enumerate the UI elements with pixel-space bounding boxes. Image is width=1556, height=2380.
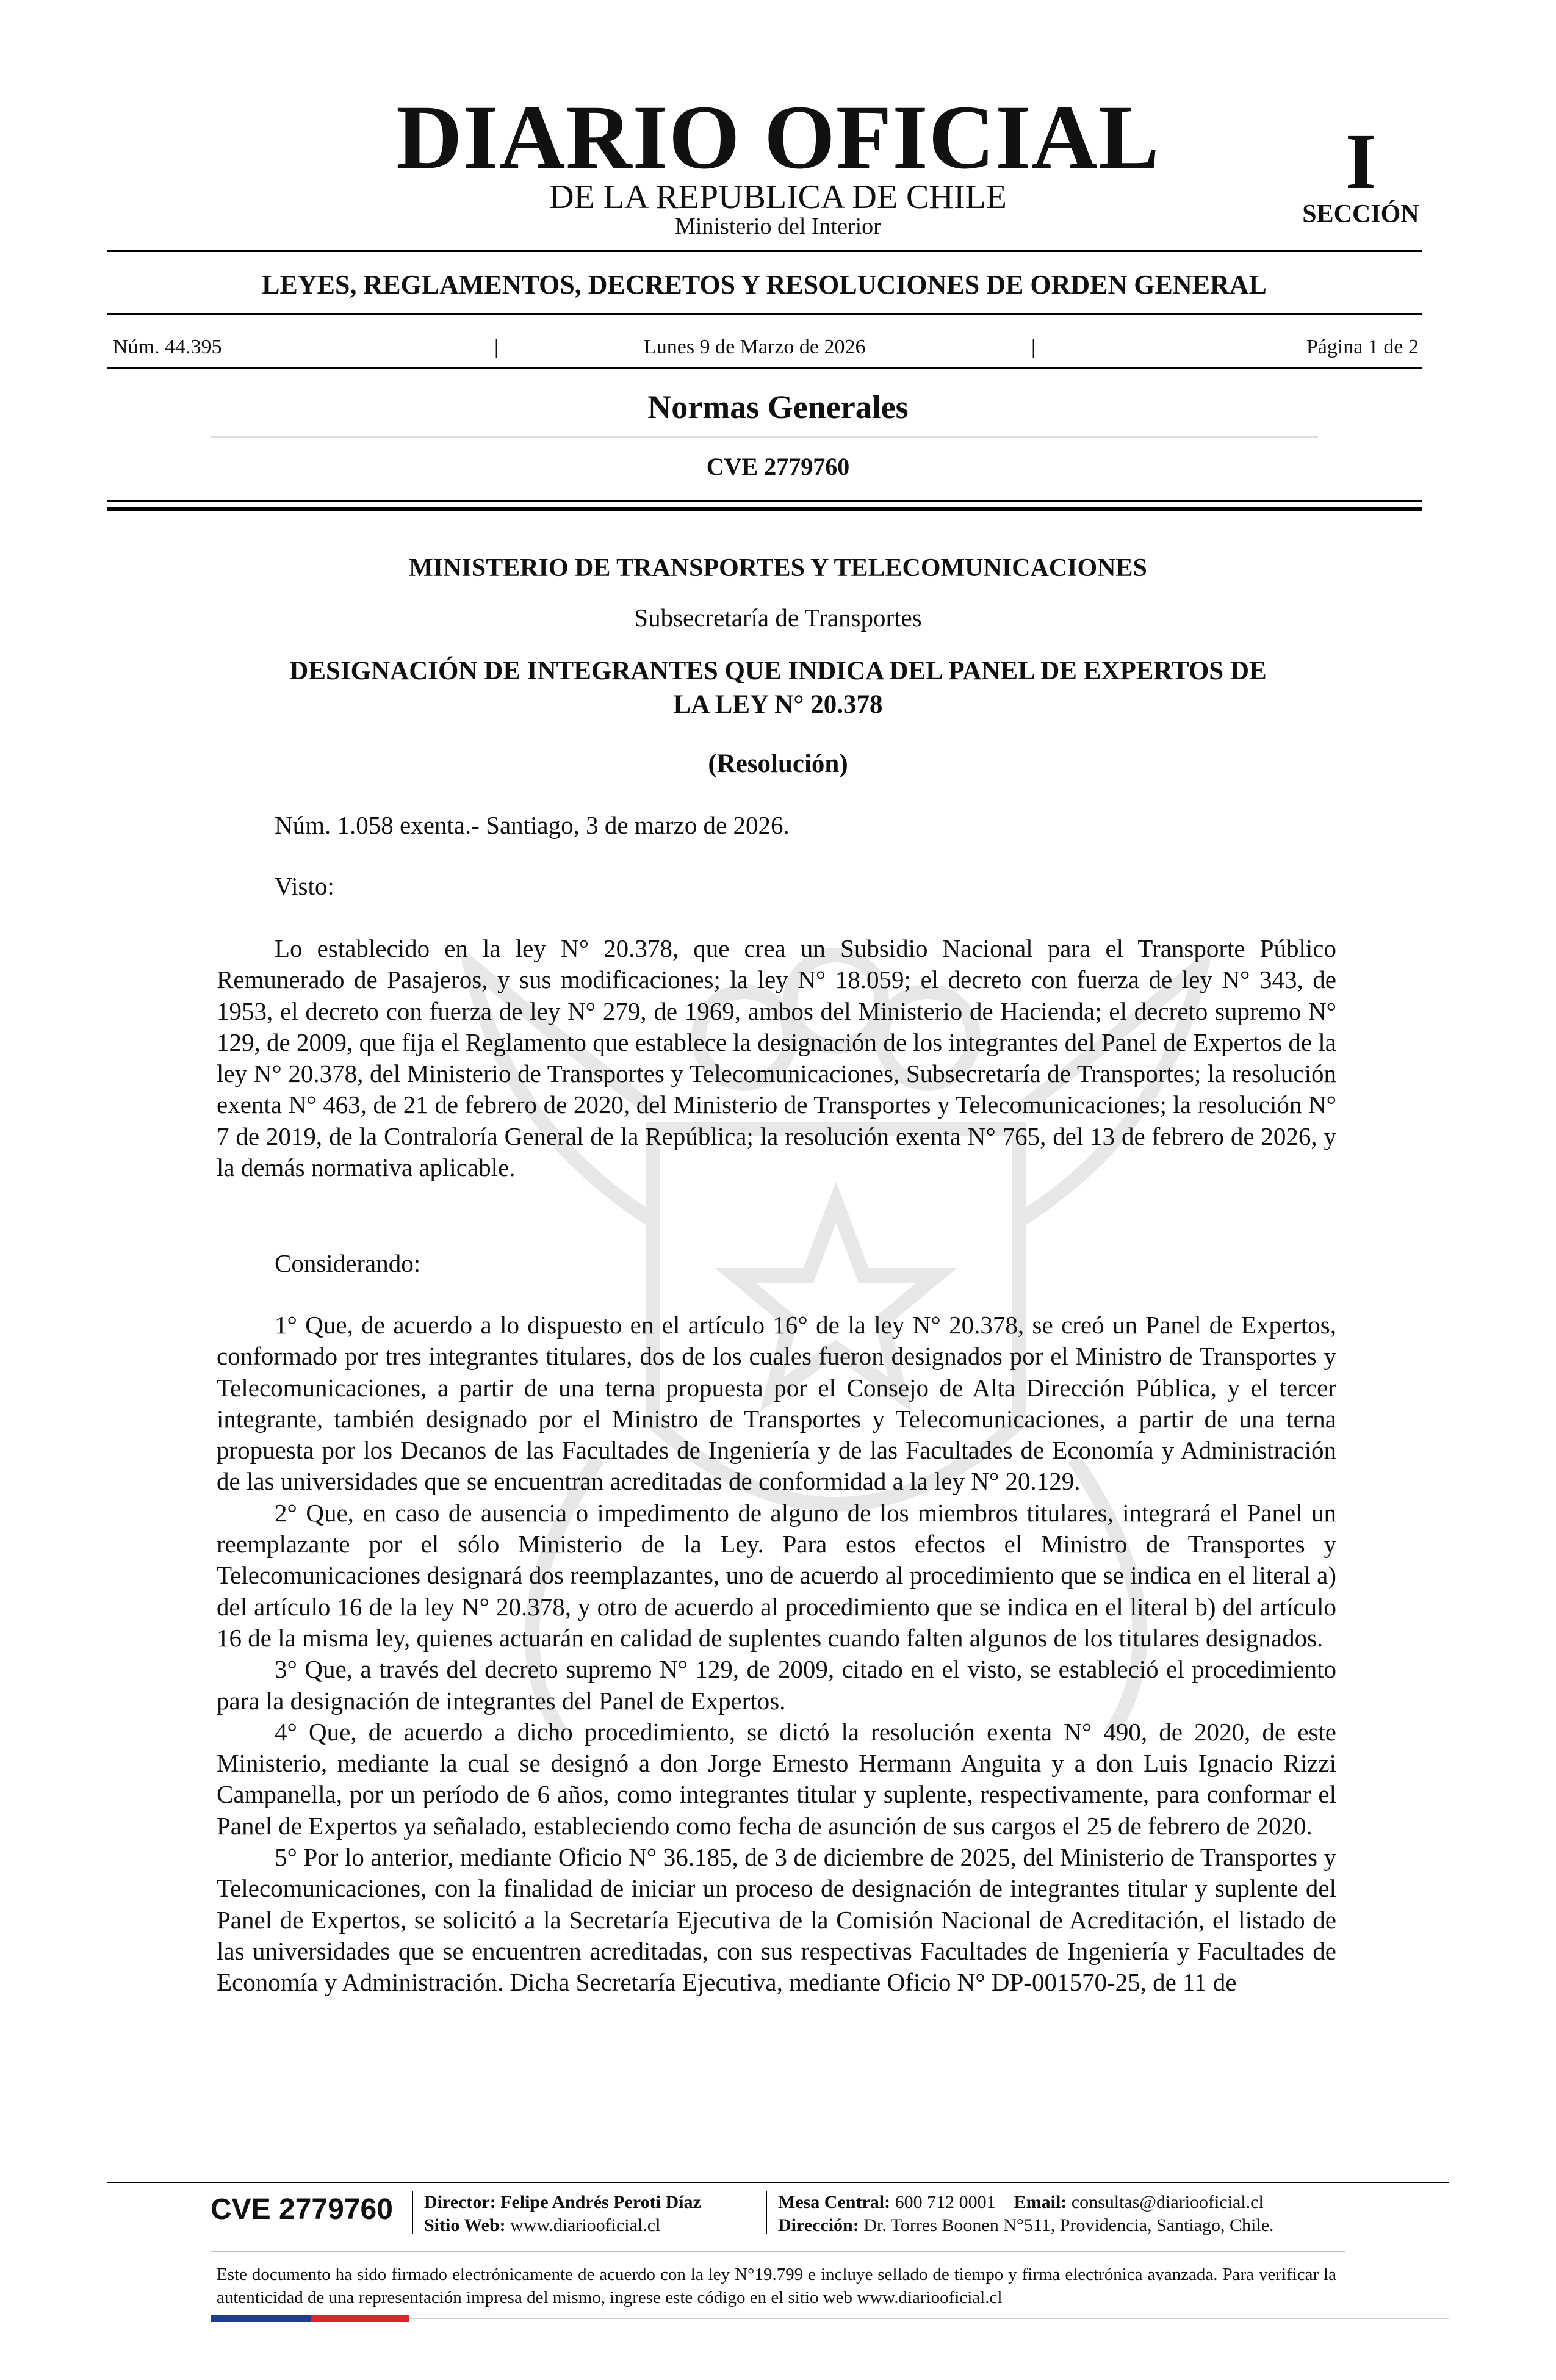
info-rule (107, 367, 1422, 369)
info-separator: | (1031, 336, 1036, 358)
footer-cve: CVE 2779760 (211, 2193, 393, 2226)
website-link[interactable]: www.diariooficial.cl (510, 2215, 661, 2235)
page-indicator: Página 1 de 2 (1306, 336, 1419, 358)
document-subsecretaria: Subsecretaría de Transportes (634, 604, 922, 632)
info-separator: | (494, 336, 499, 358)
masthead-tagline: LEYES, REGLAMENTOS, DECRETOS Y RESOLUCIONES DE ORDEN GENERAL (262, 270, 1267, 300)
considerando-paragraph: 1° Que, de acuerdo a lo dispuesto en el artículo 16° de la ley N° 20.378, se creó un Panel de Expertos, conformado por tres integrantes titulares, dos de los cuales fueron designados por el Ministro de Transportes y Telecomunicaciones, a partir de una terna propuesta por el Consejo de Alta Dirección Pública, y el tercer integrante, también designado por el Ministro de Transportes y Telecomunicaciones, a partir de una terna propuesta por los Decanos de las Facultades de Ingeniería y de las Facultades de Economía y Administración de las universidades que se encuentran acreditadas de conformidad a la ley N° 20.129. (217, 1311, 1336, 1496)
footer-divider (412, 2191, 413, 2234)
considerando-paragraph: 2° Que, en caso de ausencia o impedimento de alguno de los miembros titulares, integrará el Panel un reemplazante por el sólo Ministerio de la Ley. Para estos efectos el Ministro de Transportes y Telecomunicaciones designará dos reemplazantes, uno de acuerdo al procedimiento que se indica en el literal a) del artículo 16 de la ley N° 20.378, y otro de acuerdo al procedimiento que se indica en el literal b) del artículo 16 de la misma ley, quienes actuarán en calidad de suplentes cuando falten algunos de los titulares designados. (217, 1498, 1336, 1652)
visto-paragraph: Lo establecido en la ley N° 20.378, que crea un Subsidio Nacional para el Transporte Público Remunerado de Pasajeros, y sus modificaciones; la ley N° 18.059; el decreto con fuerza de ley N° 343, de 1953, el decreto con fuerza de ley N° 279, de 1969, ambos del Ministerio de Hacienda; el decreto supremo N° 129, de 2009, que fija el Reglamento que establece la designación de los integrantes del Panel de Expertos de la ley N° 20.378, del Ministerio de Transportes y Telecomunicaciones, Subsecretaría de Transportes; la resolución exenta N° 463, de 21 de febrero de 2020, del Ministerio de Transportes y Telecomunicaciones; la resolución N° 7 de 2019, de la Contraloría General de la República; la resolución exenta N° 765, del 13 de febrero de 2026, y la demás normativa aplicable. (217, 934, 1336, 1182)
document-number-date: Núm. 1.058 exenta.- Santiago, 3 de marzo de 2026. (275, 811, 790, 839)
footer-rule (107, 2182, 1449, 2183)
masthead-rule (107, 250, 1422, 252)
cve-code: CVE 2779760 (706, 453, 850, 480)
visto-label: Visto: (275, 872, 334, 900)
email-link[interactable]: consultas@diariooficial.cl (1071, 2192, 1264, 2212)
document-title (0, 654, 1556, 721)
cve-rule-bottom (107, 507, 1422, 511)
footer-bottom-rule (409, 2318, 1449, 2319)
footer-director-block: Director: Felipe Andrés Peroti Díaz Sitio Web: www.diariooficial.cl (424, 2192, 701, 2235)
issue-info-bar (113, 335, 1419, 359)
tagline-rule (107, 313, 1422, 315)
issue-date: Lunes 9 de Marzo de 2026 (644, 336, 866, 358)
footer-divider-light (211, 2251, 1345, 2252)
document-ministry: MINISTERIO DE TRANSPORTES Y TELECOMUNICACIONES (409, 554, 1147, 582)
phone-number: 600 712 0001 (895, 2192, 996, 2212)
considerando-paragraph: 5° Por lo anterior, mediante Oficio N° 36.185, de 3 de diciembre de 2025, del Ministerio de Transportes y Telecomunicaciones, con la finalidad de iniciar un proceso de designación de integrantes titular y suplente del Panel de Expertos, se solicitó a la Secretaría Ejecutiva de la Comisión Nacional de Acreditación, el listado de las universidades que se encuentren acreditadas, con sus respectivas Facultades de Ingeniería y Facultades de Economía y Administración. Dicha Secretaría Ejecutiva, mediante Oficio N° DP-001570-25, de 11 de (217, 1843, 1336, 1997)
considerando-paragraph: 4° Que, de acuerdo a dicho procedimiento, se dictó la resolución exenta N° 490, de 2020, de este Ministerio, mediante la cual se designó a don Jorge Ernesto Hermann Anguita y a don Luis Ignacio Rizzi Campanella, por un período de 6 años, como integrantes titular y suplente, respectivamente, para conformar el Panel de Expertos ya señalado, estableciendo como fecha de asunción de sus cargos el 25 de febrero de 2020. (217, 1717, 1336, 1840)
section-label: SECCIÓN (1302, 200, 1419, 228)
section-divider (211, 436, 1318, 438)
considerando-label: Considerando: (275, 1249, 421, 1277)
director-name: Felipe Andrés Peroti Díaz (500, 2192, 701, 2212)
document-title-line: DESIGNACIÓN DE INTEGRANTES QUE INDICA DEL PANEL DE EXPERTOS DE (289, 657, 1267, 685)
considerando-list (217, 1310, 1336, 1999)
flag-stripe-red (311, 2315, 409, 2322)
address: Dr. Torres Boonen N°511, Providencia, Santiago, Chile. (863, 2215, 1274, 2235)
document-type: (Resolución) (708, 749, 848, 778)
footer-contact-block: Mesa Central: 600 712 0001 Email: consultas@diariooficial.cl Dirección: Dr. Torres Boonen N°511, Providencia, Santiago, Chile. (778, 2192, 1274, 2235)
issue-number: Núm. 44.395 (113, 336, 222, 358)
masthead-subtitle: DE LA REPUBLICA DE CHILE (549, 178, 1007, 216)
masthead-ministry: Ministerio del Interior (675, 214, 881, 239)
footer-divider (766, 2191, 767, 2234)
considerando-paragraph: 3° Que, a través del decreto supremo N° 129, de 2009, citado en el visto, se estableció el procedimiento para la designación de integrantes del Panel de Expertos. (217, 1655, 1336, 1715)
section-heading: Normas Generales (647, 389, 909, 425)
document-title-line: LA LEY N° 20.378 (673, 690, 883, 719)
section-number: I (1345, 118, 1377, 206)
masthead-title: DIARIO OFICIAL (396, 87, 1160, 188)
footer-disclaimer: Este documento ha sido firmado electrónicamente de acuerdo con la ley N°19.799 e incluye sellado de tiempo y firma electrónica avanzada. Para verificar la autenticidad de una representación impresa del mismo, ingrese este código en el sitio web www.diariooficial.cl (217, 2265, 1336, 2307)
cve-rule-top (107, 500, 1422, 502)
flag-stripe-blue (211, 2315, 311, 2322)
